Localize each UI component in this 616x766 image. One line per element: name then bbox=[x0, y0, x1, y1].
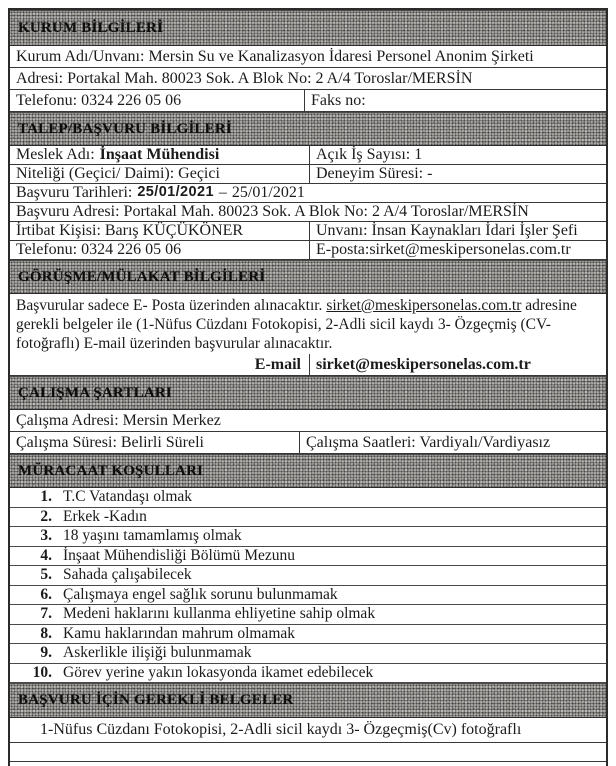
row-basvuru-tarihleri bbox=[10, 184, 606, 203]
kurum-adi-text: Kurum Adı/Unvanı: Mersin Su ve Kanalizasyon İdaresi Personel Anonim Şirketi bbox=[16, 47, 534, 65]
nitelik-text: Niteliği (Geçici/ Daimi): Geçici bbox=[16, 165, 220, 183]
section-header-calisma-sartlari bbox=[10, 376, 606, 410]
list-item bbox=[10, 664, 606, 684]
gorusme-paragraph bbox=[10, 294, 606, 354]
item-text: Sahada çalışabilecek bbox=[63, 566, 192, 584]
row-irtibat-unvan bbox=[10, 222, 606, 241]
item-number: 10. bbox=[32, 663, 52, 681]
cell-email-label bbox=[10, 354, 310, 375]
document-tail bbox=[10, 762, 606, 766]
list-item bbox=[10, 488, 606, 508]
section-title: KURUM BİLGİLERİ bbox=[18, 19, 164, 36]
empty-row bbox=[10, 743, 606, 762]
section-header-talep-basvuru bbox=[10, 112, 606, 146]
cell-deneyim bbox=[310, 165, 606, 183]
item-number: 1. bbox=[40, 488, 52, 506]
tarih-separator: – bbox=[218, 184, 227, 202]
list-item bbox=[10, 566, 606, 586]
telefon-text: Telefonu: 0324 226 05 06 bbox=[16, 91, 182, 109]
item-text: T.C Vatandaşı olmak bbox=[63, 488, 193, 506]
cell-nitelik bbox=[10, 165, 310, 183]
list-item bbox=[10, 605, 606, 625]
deneyim-text: Deneyim Süresi: - bbox=[316, 165, 433, 183]
item-number: 7. bbox=[40, 605, 52, 623]
cell-meslek bbox=[10, 146, 310, 164]
item-number: 3. bbox=[40, 527, 52, 545]
faks-text: Faks no: bbox=[311, 91, 366, 109]
item-text: Erkek -Kadın bbox=[63, 507, 147, 525]
section-header-gorusme-mulakat bbox=[10, 260, 606, 294]
list-item bbox=[10, 625, 606, 645]
kurum-adres-text: Adresi: Portakal Mah. 80023 Sok. A Blok No: 2 A/4 Toroslar/MERSİN bbox=[16, 69, 473, 87]
item-number: 2. bbox=[40, 507, 52, 525]
tarih-label: Başvuru Tarihleri: bbox=[16, 184, 133, 202]
cell-calisma-suresi bbox=[10, 432, 300, 453]
list-item bbox=[10, 527, 606, 547]
list-item bbox=[10, 508, 606, 528]
list-item bbox=[10, 644, 606, 664]
list-item bbox=[10, 547, 606, 567]
email-label: E-mail bbox=[254, 355, 301, 373]
row-kurum-adres bbox=[10, 68, 606, 90]
calisma-suresi-text: Çalışma Süresi: Belirli Süreli bbox=[16, 433, 204, 451]
row-email bbox=[10, 354, 606, 376]
meslek-label: Meslek Adı: bbox=[16, 146, 95, 164]
eposta-text: E-posta:sirket@meskipersonelas.com.tr bbox=[316, 241, 571, 259]
row-basvuru-adresi bbox=[10, 203, 606, 222]
calisma-adresi-text: Çalışma Adresi: Mersin Merkez bbox=[16, 411, 221, 429]
cell-calisma-saatleri bbox=[300, 432, 606, 453]
section-title: ÇALIŞMA ŞARTLARI bbox=[18, 384, 172, 401]
row-kurum-adi bbox=[10, 46, 606, 68]
item-number: 9. bbox=[40, 644, 52, 662]
item-text: 18 yaşını tamamlamış olmak bbox=[63, 527, 242, 545]
section-title: GÖRÜŞME/MÜLAKAT BİLGİLERİ bbox=[18, 268, 266, 285]
section-header-gerekli-belgeler bbox=[10, 683, 606, 718]
meslek-value: İnşaat Mühendisi bbox=[99, 146, 220, 164]
cell-eposta bbox=[310, 241, 606, 259]
item-number: 4. bbox=[40, 546, 52, 564]
cell-telefon bbox=[10, 90, 305, 111]
basvuru-adresi-text: Başvuru Adresi: Portakal Mah. 80023 Sok. A Blok No: 2 A/4 Toroslar/MERSİN bbox=[16, 203, 529, 221]
item-text: Kamu haklarından mahrum olmamak bbox=[63, 624, 296, 642]
unvan-text: Unvanı: İnsan Kaynakları İdari İşler Şefi bbox=[316, 222, 578, 240]
irtibat-text: İrtibat Kişisi: Barış KÜÇÜKÖNER bbox=[16, 222, 244, 240]
section-title: MÜRACAAT KOŞULLARI bbox=[18, 462, 204, 479]
acik-is-text: Açık İş Sayısı: 1 bbox=[316, 146, 423, 164]
item-text: Askerlikle ilişiği bulunmamak bbox=[63, 644, 252, 662]
tarih-start: 25/01/2021 bbox=[137, 184, 214, 201]
section-header-kurum-bilgileri bbox=[10, 10, 606, 46]
email-link[interactable]: sirket@meskipersonelas.com.tr bbox=[326, 297, 522, 314]
section-title: BAŞVURU İÇİN GEREKLİ BELGELER bbox=[18, 692, 294, 708]
item-text: İnşaat Mühendisliği Bölümü Mezunu bbox=[63, 546, 296, 564]
item-text: Medeni haklarını kullanma ehliyetine sahip olmak bbox=[63, 605, 376, 623]
item-number: 8. bbox=[40, 624, 52, 642]
paragraph-text-after: adresine gerekli belgeler ile (1-Nüfus Cüzdanı Fotokopisi, 2-Adli sicil kaydı 3- Özgeçmiş (CV- fotoğraflı) E-mail üzerinden başvurular alınacaktır. bbox=[16, 297, 577, 352]
gerekli-belgeler-text: 1-Nüfus Cüzdanı Fotokopisi, 2-Adli sicil kaydı 3- Özgeçmiş(Cv) fotoğraflı bbox=[40, 721, 522, 739]
item-number: 6. bbox=[40, 585, 52, 603]
item-text: Görev yerine yakın lokasyonda ikamet edebilecek bbox=[63, 663, 374, 681]
tarih-end: 25/01/2021 bbox=[231, 184, 305, 202]
row-telefon-eposta bbox=[10, 241, 606, 260]
section-title: TALEP/BAŞVURU BİLGİLERİ bbox=[18, 120, 232, 137]
paragraph-text-before: Başvurular sadece E- Posta üzerinden alınacaktır. bbox=[16, 297, 323, 314]
cell-acik-is bbox=[310, 146, 606, 164]
job-posting-document bbox=[8, 8, 608, 766]
calisma-saatleri-text: Çalışma Saatleri: Vardiyalı/Vardiyasız bbox=[306, 433, 551, 451]
row-calisma-adresi bbox=[10, 410, 606, 432]
list-item bbox=[10, 586, 606, 606]
email-value: sirket@meskipersonelas.com.tr bbox=[316, 355, 531, 373]
item-text: Çalışmaya engel sağlık sorunu bulunmamak bbox=[63, 585, 338, 603]
row-nitelik-deneyim bbox=[10, 165, 606, 184]
item-number: 5. bbox=[40, 566, 52, 584]
telefon2-text: Telefonu: 0324 226 05 06 bbox=[16, 241, 182, 259]
row-meslek-acikis bbox=[10, 146, 606, 165]
section-header-muracaat-kosullari bbox=[10, 454, 606, 488]
cell-irtibat bbox=[10, 222, 310, 240]
cell-email-value bbox=[310, 354, 606, 375]
row-gerekli-belgeler bbox=[10, 718, 606, 743]
row-sure-saat bbox=[10, 432, 606, 454]
row-telefon-faks bbox=[10, 90, 606, 112]
cell-unvan bbox=[310, 222, 606, 240]
cell-telefon2 bbox=[10, 241, 310, 259]
cell-faks bbox=[305, 90, 606, 111]
